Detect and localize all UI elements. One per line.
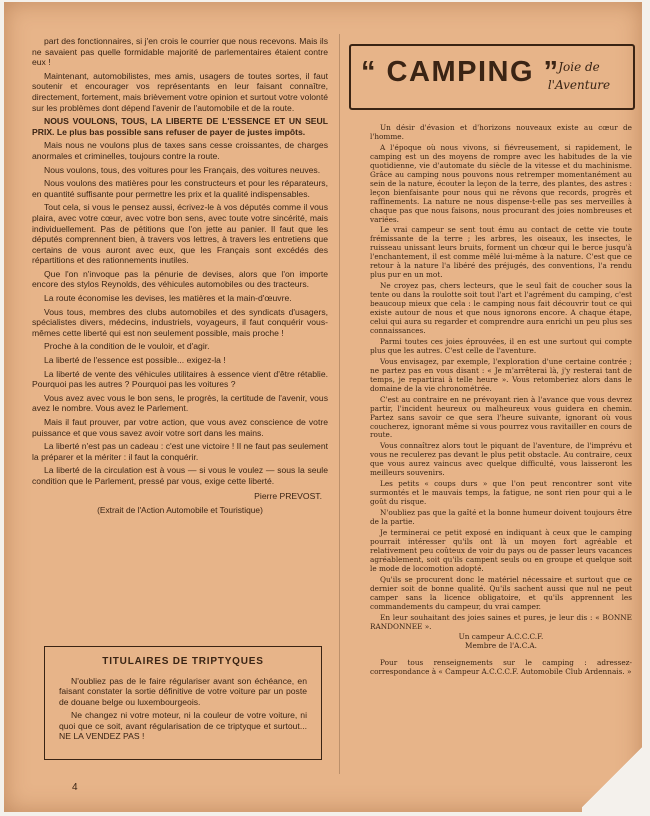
author-signature: Pierre PREVOST.: [254, 490, 322, 501]
contact-info: Pour tous renseignements sur le camping : adressez-correspondance à « Campeur A.C.C.C.F. Automobile Club Ardennais. »: [370, 658, 632, 677]
paragraph: Vous tous, membres des clubs automobiles et des syndicats d'usagers, spécialistes divers, médecins, industriels, voyageurs, il faut conquérir vous-mêmes cette liberté qui est non seulement possible, mais proche !: [32, 306, 328, 338]
torn-corner: [582, 742, 642, 812]
triptyque-notice-box: [44, 646, 322, 760]
camping-article: [370, 124, 632, 679]
magazine-page: [4, 2, 642, 812]
paragraph: Ne croyez pas, chers lecteurs, que le seul fait de coucher sous la tente ou dans la roulotte soit tout l'art et l'agrément du camping, c'est beaucoup mieux que cela : le camping nous fait découvrir tout ce qui existe autour de nous et que nous ignorons encore. A chaque étape, celui qui aura su regarder et comprendre aura enrichi un peu plus ses connaissances.: [370, 281, 632, 335]
paragraph: C'est au contraire en ne prévoyant rien à l'avance que vous devrez partir, l'incident heureux ou malheureux vous guidera en chemin. Partez sans savoir ce que sera l'heure suivante, ignorant où vous coucherez, ignorant même si vous pourrez vous ravitailler en cours de route.: [370, 394, 632, 440]
paragraph: Vous connaîtrez alors tout le piquant de l'aventure, de l'imprévu et vous ne reculerez pas devant le plus petit obstacle. Au contraire, ceux que vous aurez vaincus avec quelque difficulté, vous laisseront les meilleurs souvenirs.: [370, 441, 632, 478]
paragraph: part des fonctionnaires, si j'en crois le courrier que nous recevons. Mais ils ne savaient pas quelle formidable majorité de parlementaires étaient contre eux !: [32, 36, 328, 68]
paragraph: En leur souhaitant des joies saines et pures, je leur dis : « BONNE RANDONNEE ».: [370, 612, 632, 631]
paragraph: Tout cela, si vous le pensez aussi, écrivez-le à vos députés comme il vous plaira, avec votre cœur, avec votre bon sens, avec toute votre sincérité, mais individuellement. Pas de pétitions que l'on jette au panier. Il faut que les députés comprennent bien, à travers vos lettres, à travers les entretiens que certains de vous auront avec eux, que les Français sont excédés des répartitions et des rationnements inutiles.: [32, 202, 328, 266]
paragraph: NOUS VOULONS, TOUS, LA LIBERTE DE L'ESSENCE ET UN SEUL PRIX. Le plus bas possible sans refuser de payer de justes impôts.: [32, 116, 328, 137]
paragraph: A l'époque où nous vivons, si fiévreusement, si rapidement, le camping est un des moyens de rompre avec les habitudes de la vie quotidienne, vie d'automate du siècle de la vitesse et du machinisme. Grâce au camping nous pouvons nous retremper momentanément au sein de la nature, écouter la leçon de la terre, des plantes, des astres : leçon bienfaisante pour nous qui ne rêvons que records, progrès et raffinements. La nature ne nous dispense-t-elle pas ses merveilles à chaque pas que nous faisons, nous procurant des joies nombreuses et variées.: [370, 142, 632, 224]
banner-subtitle: [539, 58, 619, 94]
paragraph: La liberté de vente des véhicules utilitaires à essence vient d'être rétablie. Pourquoi pas les autres ? Pourquoi pas les voitures ?: [32, 368, 328, 390]
paragraph: Mais il faut prouver, par votre action, que vous avez conscience de votre puissance et que vous savez avoir votre sort dans les mains.: [32, 417, 328, 438]
article-left-column: [32, 36, 328, 516]
paragraph: La liberté de la circulation est à vous — si vous le voulez — sous la seule condition que le Parlement, pressé par vous, exige cette liberté.: [32, 465, 328, 486]
closing-signature: Un campeur A.C.C.C.F.: [458, 632, 544, 642]
paragraph: Le vrai campeur se sent tout ému au contact de cette vie toute frémissante de la terre ; les arbres, les oiseaux, les insectes, le ruisseau unissant leurs bruits, forment un chœur qui le berce jusqu'à l'enchantement, il est comme mêlé lui-même à la nature. C'est que ce retour à la nature l'a libéré des préjugés, des conventions, l'a rendu plus pur en un mot.: [370, 225, 632, 280]
paragraph: Vous avez avec vous le bon sens, le progrès, la certitude de l'avenir, vous avez le nombre. Vous avez le Parlement.: [32, 392, 328, 414]
paragraph: Les petits « coups durs » que l'on peut rencontrer sont vite surmontés et le mauvais temps, la fatigue, ne sont rien pour qui a le goût du risque.: [370, 479, 632, 507]
paragraph: Maintenant, automobilistes, mes amis, usagers de toutes sortes, il faut soutenir et encourager vos représentants en leur faisant connaître, directement, fortement, mais brièvement votre opinion et surtout votre volonté sur les problèmes dont dépend l'avenir de l'automobile et de la route.: [32, 70, 328, 113]
page-number: 4: [72, 782, 78, 793]
paragraph: Que l'on n'invoque pas la pénurie de devises, alors que l'on importe encore des stylos Reynolds, des véhicules automobiles ou des tracteurs.: [32, 268, 328, 290]
paragraph: Qu'ils se procurent donc le matériel nécessaire et surtout que ce dernier soit de bonne qualité. Qu'ils sachent aussi que nul ne peut camper sans la licence obligatoire, et qu'ils apprennent les commandements du campeur, du vrai camper.: [370, 574, 632, 611]
notice-paragraph: N'oubliez pas de le faire régulariser avant son échéance, en faisant constater la sortie définitive de votre voiture par un poste de douane belge ou luxembourgeois.: [59, 675, 307, 707]
paragraph: Vous envisagez, par exemple, l'exploration d'une certaine contrée ; ne partez pas en vous disant : « Je m'arrêterai là, j'y resterai tant de temps, je repartirai à telle heure ». Vous retomberiez alors dans le domaine de la vie chronométrée.: [370, 356, 632, 393]
column-divider: [339, 34, 340, 774]
paragraph: Je terminerai ce petit exposé en indiquant à ceux que le camping pourrait intéresser qu'ils ont là un moyen fort agréable et relativement peu coûteux de voir du pays ou de passer leurs vacances agréablement, soit qu'ils campent seuls ou en groupe et quelque soit le mode de locomotion adopté.: [370, 527, 632, 573]
notice-title: TITULAIRES DE TRIPTYQUES: [102, 656, 264, 667]
paragraph: Nous voulons, tous, des voitures pour les Français, des voitures neuves.: [44, 164, 321, 175]
closing-membership: Membre de l'A.C.A.: [465, 641, 537, 651]
paragraph: Parmi toutes ces joies éprouvées, il en est une surtout qui compte plus que les autres. C'est celle de l'aventure.: [370, 336, 632, 355]
banner-title: “ CAMPING ”: [361, 56, 560, 88]
banner-subtitle-line: l'Aventure: [547, 78, 611, 92]
paragraph: La liberté de l'essence est possible... exigez-la !: [44, 355, 226, 366]
paragraph: Un désir d'évasion et d'horizons nouveaux existe au cœur de l'homme.: [370, 123, 632, 141]
banner-subtitle-line: Joie de: [558, 60, 600, 74]
source-credit: (Extrait de l'Action Automobile et Touristique): [97, 505, 263, 516]
paragraph: Mais nous ne voulons plus de taxes sans cesse croissantes, de charges anormales et criminelles, toujours contre la route.: [32, 140, 328, 161]
camping-banner: [349, 44, 635, 110]
notice-paragraph: Ne changez ni votre moteur, ni la couleur de votre voiture, ni quoi que ce soit, avant régularisation de ce triptyque et surtout... NE LA VENDEZ PAS !: [59, 710, 307, 741]
paragraph: N'oubliez pas que la gaîté et la bonne humeur doivent toujours être de la partie.: [370, 508, 632, 527]
paragraph: La liberté n'est pas un cadeau : c'est une victoire ! Il ne faut pas seulement la préparer et la mériter : il faut la conquérir.: [32, 441, 328, 462]
paragraph: La route économise les devises, les matières et la main-d'œuvre.: [44, 293, 292, 304]
paragraph: Nous voulons des matières pour les constructeurs et pour les réparateurs, en quantité suffisante pour permettre les prix et la qualité indispensables.: [32, 178, 328, 199]
paragraph: Proche à la condition de le vouloir, et d'agir.: [44, 341, 210, 352]
